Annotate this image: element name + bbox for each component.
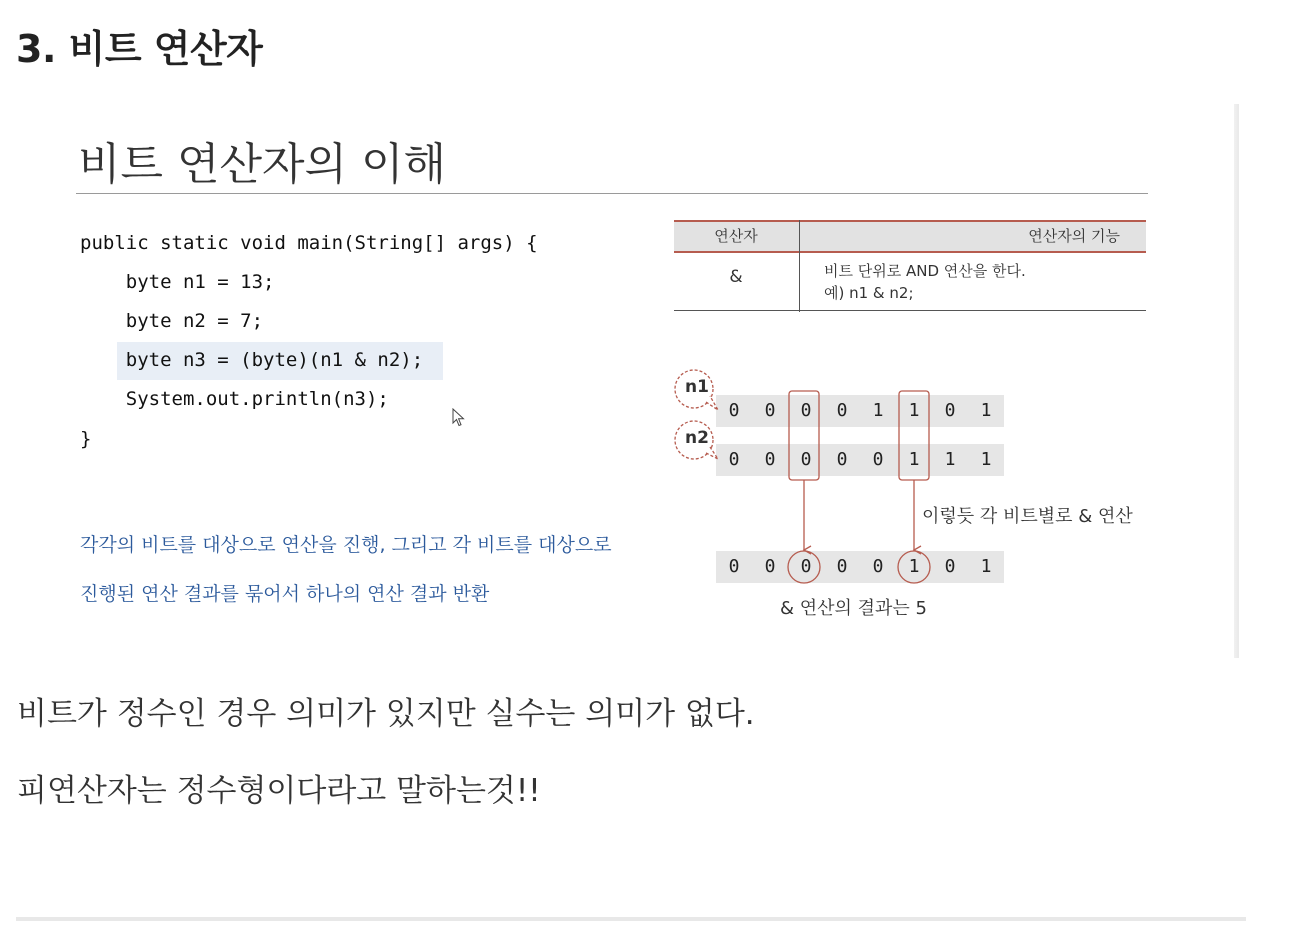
note-line: 진행된 연산 결과를 묶어서 하나의 연산 결과 반환: [80, 583, 490, 605]
code-line: public static void main(String[] args) {: [80, 232, 538, 254]
note-line: 각각의 비트를 대상으로 연산을 진행, 그리고 각 비트를 대상으로: [80, 534, 612, 556]
bit-cell: 0: [728, 449, 740, 470]
header-operator: 연산자: [714, 227, 758, 245]
slide-title: 비트 연산자의 이해: [78, 139, 447, 190]
figure-edge-shadow: [1234, 104, 1239, 658]
bit-cell: 1: [908, 400, 920, 421]
header-function: 연산자의 기능: [1028, 227, 1120, 245]
bit-cell: 1: [980, 449, 992, 470]
body-paragraph: 비트가 정수인 경우 의미가 있지만 실수는 의미가 없다.: [17, 696, 755, 732]
operator-example: 예) n1 & n2;: [824, 284, 914, 302]
result-bit-circle: [898, 551, 930, 583]
bit-column-highlight: [899, 391, 929, 480]
operator-description: 비트 단위로 AND 연산을 한다.: [824, 262, 1026, 280]
bit-cell: 0: [800, 449, 812, 470]
slide-image: [16, 104, 1238, 658]
section-heading: 3. 비트 연산자: [16, 27, 263, 71]
bit-cell: 1: [872, 400, 884, 421]
bit-cell: 0: [944, 400, 956, 421]
code-line: byte n2 = 7;: [80, 310, 264, 332]
bit-cell: 0: [728, 400, 740, 421]
bit-cell: 0: [728, 556, 740, 577]
bit-cell: 1: [908, 449, 920, 470]
body-paragraph: 피연산자는 정수형이다라고 말하는것!!: [17, 773, 541, 809]
n1-label: n1: [685, 377, 709, 397]
diagram-annotation: 이렇듯 각 비트별로 & 연산: [922, 506, 1133, 527]
operator-symbol: &: [729, 267, 743, 287]
bit-cell: 1: [980, 400, 992, 421]
section-divider: [16, 917, 1246, 921]
code-line: System.out.println(n3);: [80, 388, 389, 410]
bit-cell: 0: [764, 400, 776, 421]
bit-cell: 0: [800, 556, 812, 577]
bit-cell: 0: [764, 556, 776, 577]
bit-column-highlight: [789, 391, 819, 480]
result-caption: & 연산의 결과는 5: [780, 598, 927, 619]
bit-cell: 1: [944, 449, 956, 470]
n2-label: n2: [685, 428, 709, 448]
bit-cell: 1: [908, 556, 920, 577]
bit-cell: 0: [764, 449, 776, 470]
bit-cell: 0: [836, 400, 848, 421]
code-line: byte n1 = 13;: [80, 271, 275, 293]
bit-cell: 0: [872, 556, 884, 577]
result-bit-circle: [788, 551, 820, 583]
code-line: }: [80, 428, 92, 450]
bit-cell: 0: [872, 449, 884, 470]
bit-cell: 0: [800, 400, 812, 421]
code-line: byte n3 = (byte)(n1 & n2);: [80, 349, 424, 371]
bit-cell: 0: [944, 556, 956, 577]
bit-cell: 0: [836, 449, 848, 470]
bit-diagram-overlay: [16, 104, 1238, 658]
bit-cell: 0: [836, 556, 848, 577]
bit-cell: 1: [980, 556, 992, 577]
